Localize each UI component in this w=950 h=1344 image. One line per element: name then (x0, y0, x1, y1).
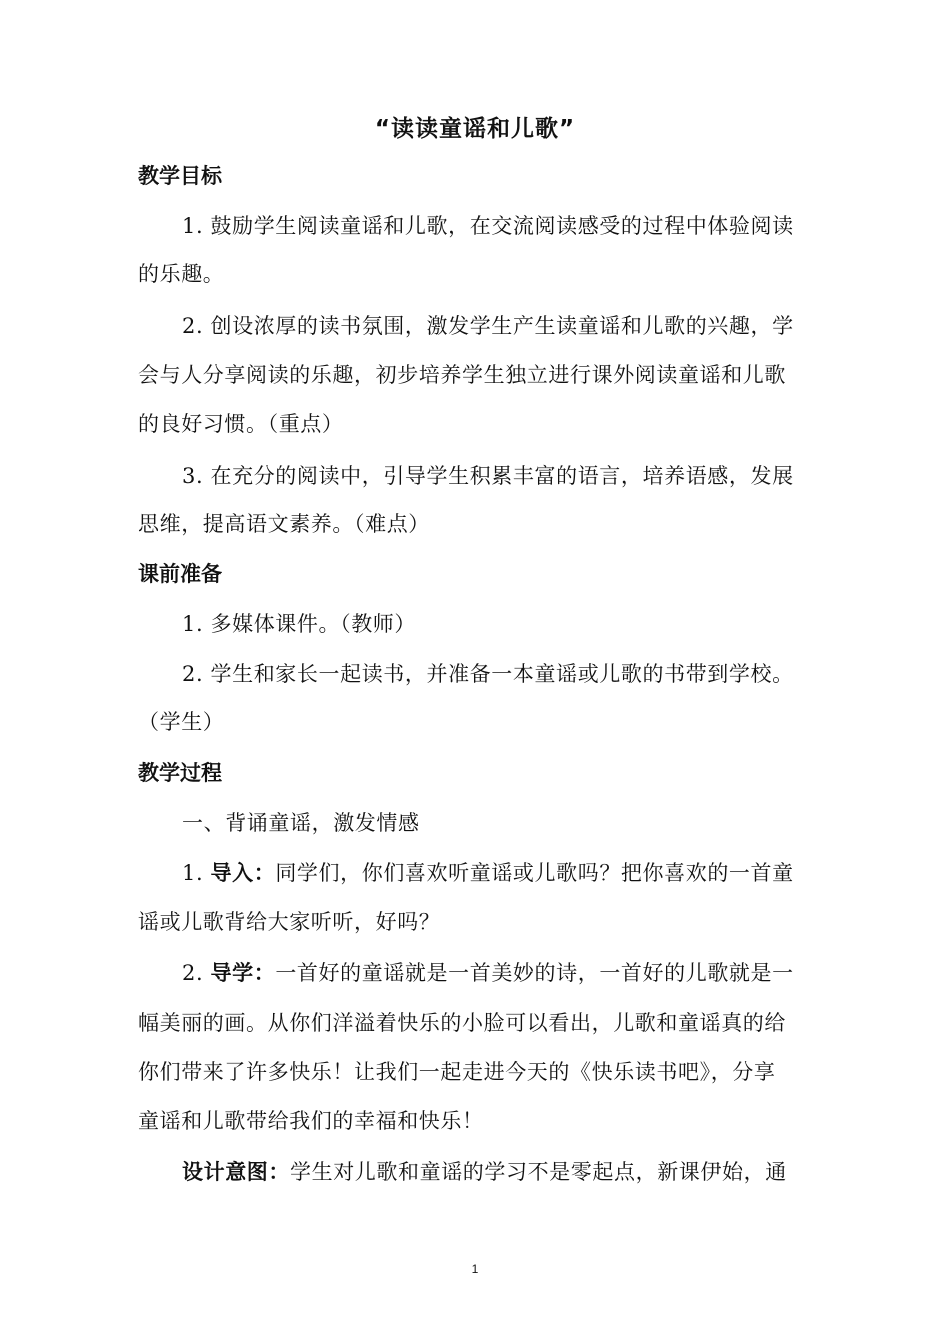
paragraph-line: 2. 学生和家长一起读书，并准备一本童谣或儿歌的书带到学校。 (182, 662, 794, 686)
paragraph-line: 3. 在充分的阅读中，引导学生积累丰富的语言，培养语感，发展 (182, 464, 794, 488)
paragraph-line: 谣或儿歌背给大家听听，好吗？ (138, 910, 441, 934)
document-title: “读读童谣和儿歌” (374, 116, 576, 142)
paragraph-line: 的乐趣。 (138, 262, 225, 286)
bold-label: 导学： (210, 961, 276, 985)
paragraph-line: 一、背诵童谣，激发情感 (182, 811, 420, 835)
paragraph-line (182, 1156, 787, 1186)
paragraph-line: 幅美丽的画。从你们洋溢着快乐的小脸可以看出，儿歌和童谣真的给 (138, 1011, 786, 1035)
section-heading-preparation: 课前准备 (138, 562, 222, 586)
paragraph-line: 的良好习惯。（重点） (138, 412, 344, 436)
bold-label: 导入： (210, 861, 276, 885)
item-text: 学生对儿歌和童谣的学习不是零起点，新课伊始，通 (290, 1160, 787, 1184)
paragraph-line: 你们带来了许多快乐！让我们一起走进今天的《快乐读书吧》，分享 (138, 1060, 776, 1084)
section-heading-process: 教学过程 (138, 761, 222, 785)
page-number: 1 (471, 1262, 479, 1276)
bold-label: 设计意图： (182, 1160, 290, 1184)
paragraph-line: 童谣和儿歌带给我们的幸福和快乐！ (138, 1109, 484, 1133)
section-heading-goals: 教学目标 (138, 164, 222, 188)
item-text: 同学们，你们喜欢听童谣或儿歌吗？把你喜欢的一首童 (275, 861, 794, 885)
paragraph-line: 思维，提高语文素养。（难点） (138, 512, 430, 536)
paragraph-line: 会与人分享阅读的乐趣，初步培养学生独立进行课外阅读童谣和儿歌 (138, 363, 786, 387)
item-text: 一首好的童谣就是一首美妙的诗，一首好的儿歌就是一 (275, 961, 794, 985)
paragraph-line (182, 957, 794, 987)
paragraph-line: 1. 鼓励学生阅读童谣和儿歌，在交流阅读感受的过程中体验阅读 (182, 214, 794, 238)
paragraph-line (182, 857, 794, 887)
paragraph-line: 2. 创设浓厚的读书氛围，激发学生产生读童谣和儿歌的兴趣，学 (182, 314, 794, 338)
paragraph-line: 1. 多媒体课件。（教师） (182, 612, 417, 636)
item-number: 1. (182, 861, 211, 885)
item-number: 2. (182, 961, 211, 985)
paragraph-line: （学生） (138, 710, 225, 734)
